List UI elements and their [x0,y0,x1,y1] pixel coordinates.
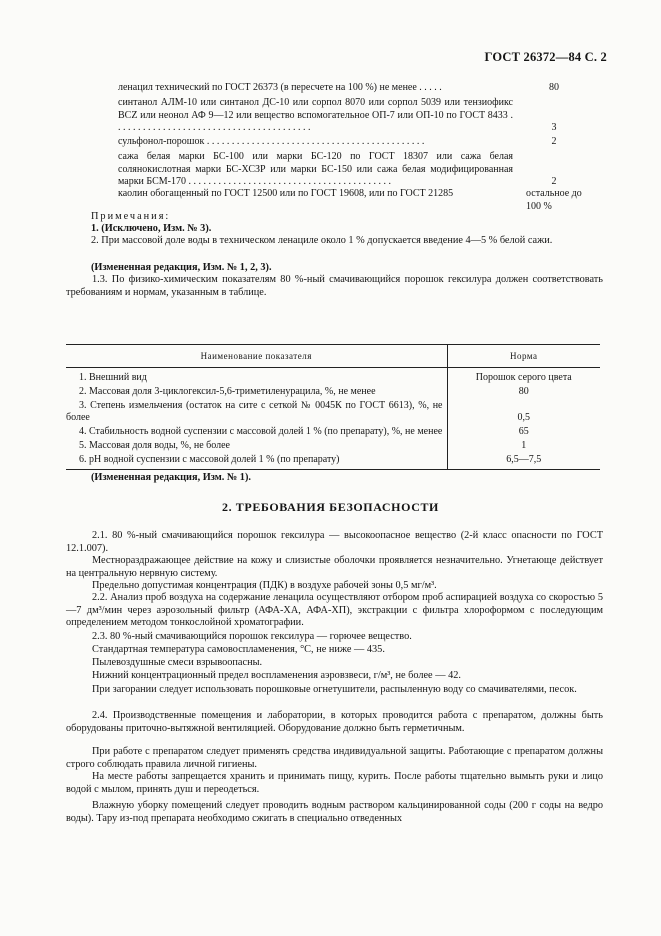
table-cell-norm: 65 [518,426,529,437]
table-row [66,439,600,453]
paragraph: Стандартная температура самовоспламенения, °С, не ниже — 435. [92,644,385,655]
table-cell-name: 2. Массовая доля 3-циклогексил-5,6-триметиленурацила, %, не менее [66,385,447,399]
table-cell-name: 1. Внешний вид [66,368,447,386]
page-header: ГОСТ 26372—84 С. 2 [484,50,607,64]
composition-text: каолин обогащенный по ГОСТ 12500 или по ГОСТ 19608, или по ГОСТ 21285 [118,188,454,199]
composition-value: 2 [551,176,557,187]
paragraph: Пылевоздушные смеси взрывоопасны. [92,657,263,668]
composition-value: остальное до 100 % [526,188,582,212]
table-row [66,399,600,425]
paragraph: На месте работы запрещается хранить и принимать пищу, курить. После работы тщательно вымыть руки и лицо водой с мылом, принять душ и переодеться. [66,771,603,795]
table-cell-name: 6. pH водной суспензии с массовой долей 1 % (по препарату) [66,453,447,470]
table-cell-norm: 0,5 [517,412,530,423]
table-cell-name: 4. Стабильность водной суспензии с массовой долей 1 % (по препарату), %, не менее [66,425,447,439]
notes-title: Примечания: [91,211,171,222]
table-row [66,453,600,470]
table-cell-norm: 6,5—7,5 [447,453,600,470]
composition-text: сажа белая марки БС-100 или марки БС-120 по ГОСТ 18307 или сажа белая солянокислотная марки БС-ХСЗР или марки БС-150 или сажа белая модифицированная марки БСМ-170 . . . . . . . . . . . . . . . . . . . . . . . . . . . . . . . . . . . . . . . . . [118,151,513,187]
table-cell-name: 3. Степень измельчения (остаток на сите с сеткой № 0045К по ГОСТ 6613), %, не более [66,399,447,425]
table-cell-norm: 1 [521,440,527,451]
paragraph-1-3: 1.3. По физико-химическим показателям 80 %-ный смачивающийся порошок гексилура должен соответствовать требованиям и нормам, указанным в таблице. [66,274,603,298]
composition-text: синтанол АЛМ-10 или синтанол ДС-10 или сорпол 8070 или сорпол 5039 или тензиофикс BCZ или неонол АФ 9—12 или вещество вспомогательное ОП-7 или ОП-10 по ГОСТ 8433 . . . . . . . . . . . . . . . . . . . . . . . . . . . . . . . . . . . . . . . . [118,97,513,133]
table-cell-norm: Порошок серого цвета [475,372,572,383]
table-row [66,368,600,386]
paragraph: При загорании следует использовать порошковые огнетушители, распыленную воду со смачивателями, песок. [92,684,577,695]
composition-item-lenacil [118,82,594,95]
composition-item-kaolin [118,188,594,212]
note-1: 1. (Исключено, Изм. № 3). [91,223,212,234]
paragraph: 2.2. Анализ проб воздуха на содержание ленацила осуществляют отбором проб аспирацией воздуха со скоростью 5—7 дм³/мин через аэрозольный фильтр (АФА-ХА, АФА-ХП), экстракции с фильтра хлороформом с последующим определением методом тонкослойной хроматографии. [66,592,603,628]
composition-value: 3 [551,122,557,133]
table-row [66,425,600,439]
paragraph: 2.3. 80 %-ный смачивающийся порошок гексилура — горючее вещество. [92,631,412,642]
composition-item-white-soot [118,151,594,189]
table-header-row [66,345,600,368]
table-row [66,385,600,399]
table-cell-norm: 80 [518,386,529,397]
note-2: 2. При массовой доле воды в техническом ленациле около 1 % допускается введение 4—5 % белой сажи. [91,235,553,246]
revision-note-1: (Измененная редакция, Изм. № 1, 2, 3). [91,262,272,273]
table-header-name: Наименование показателя [66,345,447,368]
paragraph: Нижний концентрационный предел воспламенения аэровзвеси, г/м³, не более — 42. [92,670,461,681]
composition-value: 2 [551,136,557,147]
paragraph: Предельно допустимая концентрация (ПДК) в воздухе рабочей зоны 0,5 мг/м³. [92,580,437,591]
table-cell-name: 5. Массовая доля воды, %, не более [66,439,447,453]
paragraph: 2.4. Производственные помещения и лаборатории, в которых проводится работа с препаратом, должны быть оборудованы приточно-вытяжной вентиляцией. Оборудование должно быть герметичным. [66,710,603,734]
paragraph: При работе с препаратом следует применять средства индивидуальной защиты. Работающие с препаратом должны строго соблюдать правила личной гигиены. [66,746,603,770]
section-title: 2. ТРЕБОВАНИЯ БЕЗОПАСНОСТИ [221,500,439,514]
paragraph: Местнораздражающее действие на кожу и слизистые оболочки проявляется незначительно. Угнетающе действует на центральную нервную систему. [66,555,603,579]
norms-table [66,344,600,470]
revision-note-2: (Измененная редакция, Изм. № 1). [91,472,251,483]
composition-item-syntanol [118,97,594,135]
composition-value: 80 [549,82,559,93]
composition-text: сульфонол-порошок . . . . . . . . . . . . . . . . . . . . . . . . . . . . . . . . . . . . . . . . . . . . [118,136,425,147]
table-header-norm: Норма [447,345,600,368]
paragraph: Влажную уборку помещений следует проводить водным раствором кальцинированной соды (200 г соды на ведро воды). Тару из-под препарата необходимо сжигать в специально отведенных [66,800,603,824]
paragraph: 2.1. 80 %-ный смачивающийся порошок гексилура — высокоопасное вещество (2-й класс опасности по ГОСТ 12.1.007). [66,530,603,554]
composition-item-sulfonol [118,136,594,149]
composition-text: ленацил технический по ГОСТ 26373 (в пересчете на 100 %) не менее . . . . . [118,82,442,93]
